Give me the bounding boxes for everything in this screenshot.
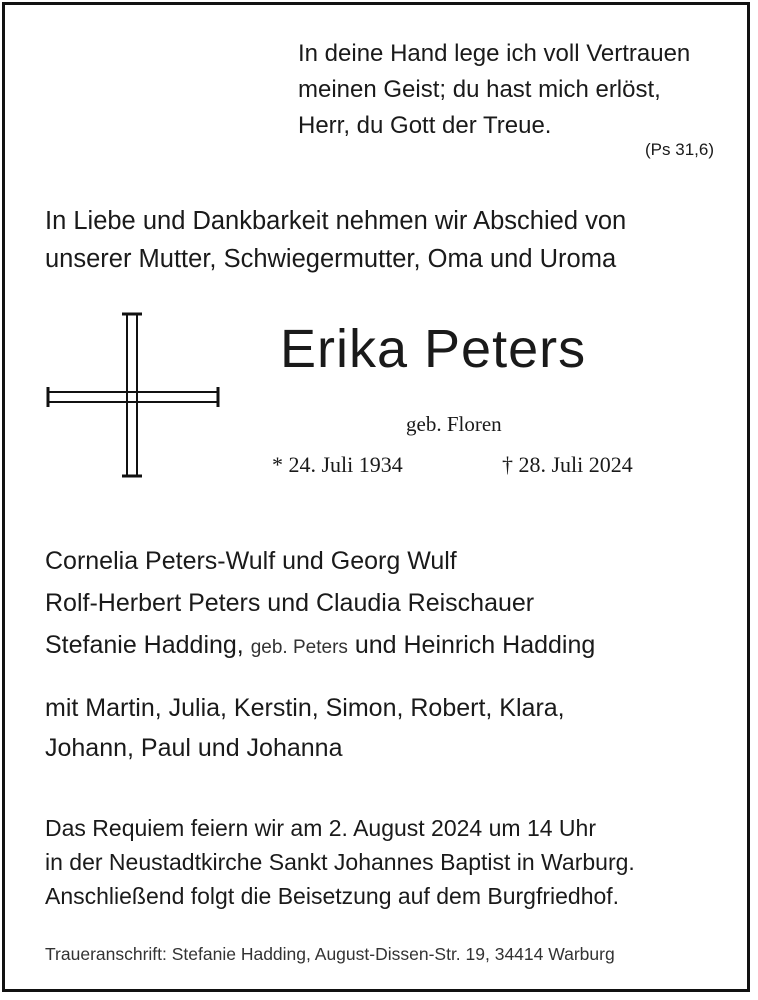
service-info <box>45 811 635 913</box>
birth-date: * 24. Juli 1934 <box>272 452 403 477</box>
maiden-note: geb. Peters <box>250 637 348 658</box>
grandchildren-line: mit Martin, Julia, Kerstin, Simon, Robert, Klara, <box>45 694 565 722</box>
service-line: in der Neustadtkirche Sankt Johannes Baptist in Warburg. <box>45 849 635 875</box>
service-line: Das Requiem feiern wir am 2. August 2024 um 14 Uhr <box>45 815 596 841</box>
latin-cross-icon <box>44 310 222 480</box>
intro-text <box>45 202 626 278</box>
verse-line: In deine Hand lege ich voll Vertrauen <box>298 40 691 67</box>
grandchildren-line: Johann, Paul und Johanna <box>45 734 343 762</box>
maiden-name: geb. Floren <box>406 412 502 436</box>
bible-verse <box>298 36 690 144</box>
intro-line: In Liebe und Dankbarkeit nehmen wir Abschied von <box>45 207 627 235</box>
verse-line: Herr, du Gott der Treue. <box>298 112 552 139</box>
grandchildren <box>45 688 565 768</box>
mourner-line: Rolf-Herbert Peters und Claudia Reischauer <box>45 589 535 617</box>
death-date: † 28. Juli 2024 <box>502 452 633 477</box>
mourning-address: Traueranschrift: Stefanie Hadding, August-Dissen-Str. 19, 34414 Warburg <box>45 944 615 964</box>
mourner-line <box>45 624 595 669</box>
mourner-name: und Heinrich Hadding <box>354 631 596 659</box>
mourner-name: Stefanie Hadding, <box>45 631 244 659</box>
verse-reference: (Ps 31,6) <box>645 140 714 159</box>
deceased-name: Erika Peters <box>280 319 587 379</box>
family-mourners <box>45 540 595 669</box>
service-line: Anschließend folgt die Beisetzung auf dem Burgfriedhof. <box>45 883 620 909</box>
mourner-line: Cornelia Peters-Wulf und Georg Wulf <box>45 547 457 575</box>
verse-line: meinen Geist; du hast mich erlöst, <box>298 76 661 103</box>
intro-line: unserer Mutter, Schwiegermutter, Oma und Uroma <box>45 245 617 273</box>
